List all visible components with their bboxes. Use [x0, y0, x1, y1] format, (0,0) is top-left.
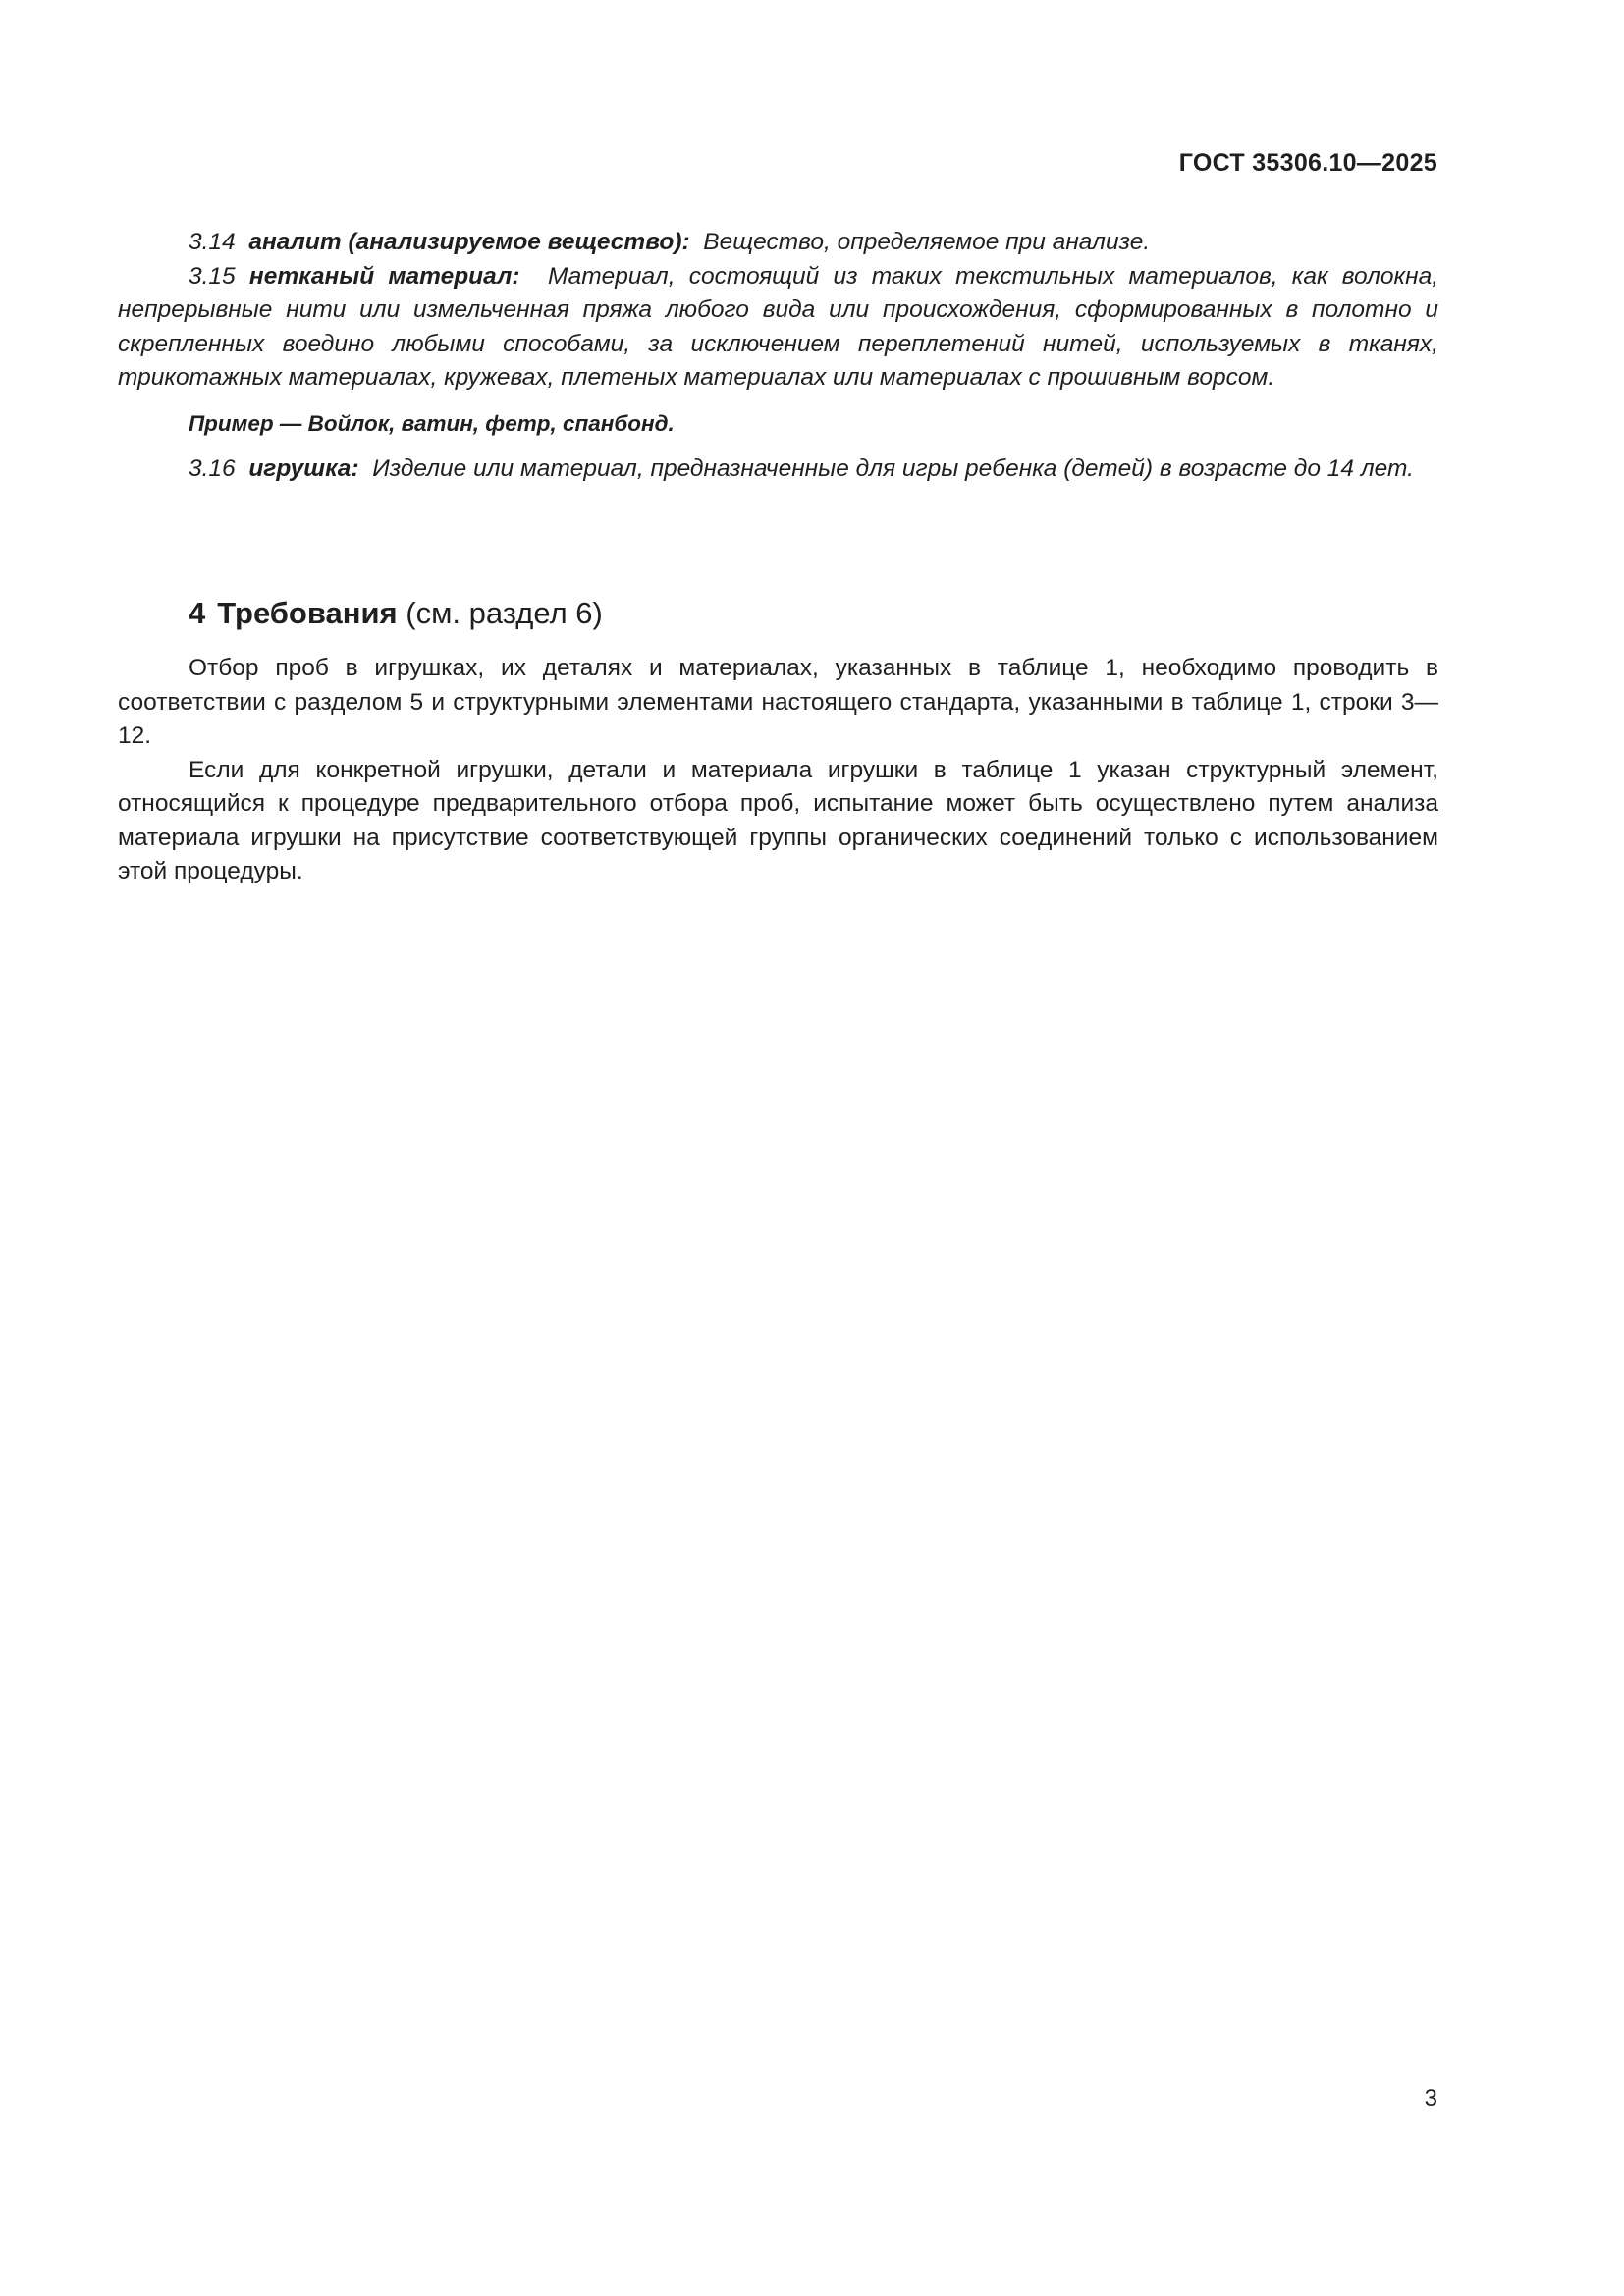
body-paragraph: Если для конкретной игрушки, детали и материала игрушки в таблице 1 указан структурный элемент, относящийся к процедуре предварительного отбора проб, испытание может быть осуществлено путем анализа материала игрушки на присутствие соответствующей группы органических соединений только с использованием этой процедуры.	[118, 756, 1438, 884]
definition-term: игрушка:	[248, 455, 359, 482]
definition-text: Изделие или материал, предназначенные для игры ребенка (детей) в возрасте до 14 лет.	[372, 455, 1414, 482]
definition-number: 3.14	[189, 229, 236, 255]
section-reference: (см. раздел 6)	[406, 596, 603, 630]
definition-item	[118, 453, 1438, 487]
section-body	[118, 652, 1438, 889]
section-number: 4	[189, 596, 206, 630]
page-number: 3	[1424, 2085, 1437, 2111]
definition-example: Пример — Войлок, ватин, фетр, спанбонд.	[189, 410, 675, 436]
definition-term: нетканый материал:	[248, 262, 520, 290]
definition-item	[118, 260, 1438, 396]
definition-text: Вещество, определяемое при анализе.	[703, 229, 1151, 255]
definition-term: аналит (анализируемое вещество):	[248, 229, 690, 255]
section-heading	[189, 594, 603, 633]
section-title-text: Требования	[217, 596, 398, 630]
definition-text: Материал, состоящий из таких текстильных материалов, как волокна, непрерывные нити или измельченная пряжа любого вида или происхождения, сформированных в полотно и скрепленных воедино любыми способами, за исключением переплетений нитей, используемых в тканях, трикотажных материалах, кружевах, плетеных материалах или материалах с прошивным ворсом.	[118, 262, 1439, 391]
definition-item	[118, 226, 1438, 260]
body-paragraph: Отбор проб в игрушках, их деталях и материалах, указанных в таблице 1, необходимо проводить в соответствии с разделом 5 и структурными элементами настоящего стандарта, указанными в таблице 1, строки 3—12.	[118, 655, 1438, 749]
document-code: ГОСТ 35306.10—2025	[1178, 149, 1437, 177]
definition-number: 3.16	[189, 455, 236, 482]
definitions-block	[118, 226, 1438, 487]
definition-number: 3.15	[189, 262, 236, 290]
